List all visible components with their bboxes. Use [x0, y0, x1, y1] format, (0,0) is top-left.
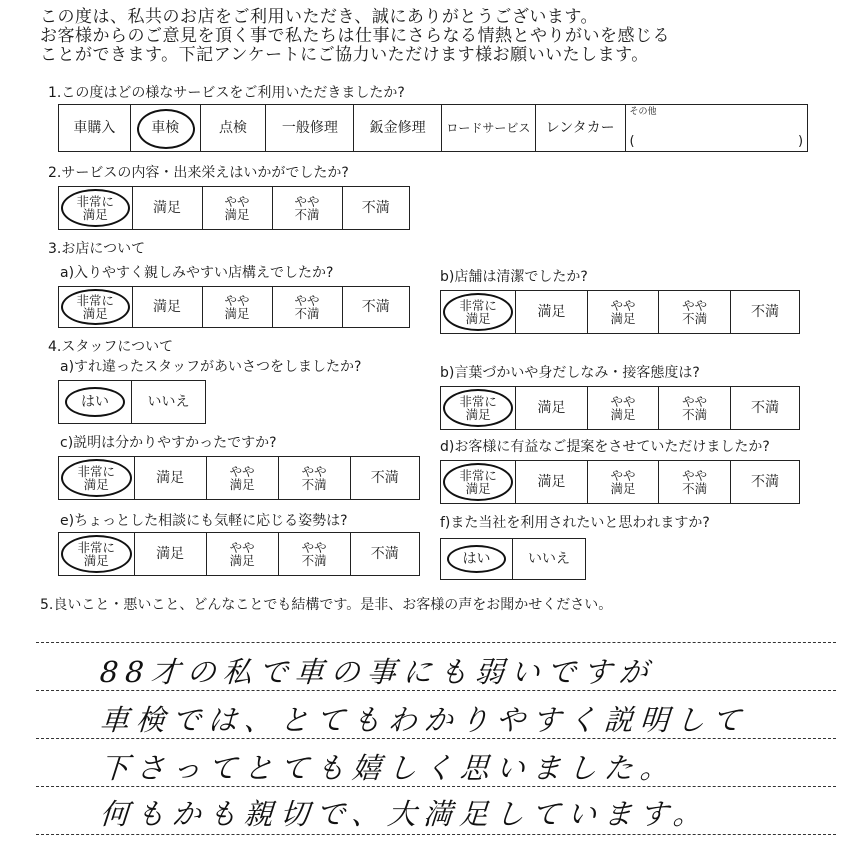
- yesno-label: いいえ: [528, 550, 570, 567]
- rating-option[interactable]: [731, 461, 799, 503]
- rating-label-line: 満足: [610, 481, 636, 496]
- rating-label-line: 満足: [224, 207, 250, 222]
- rating-label-line: 満足: [610, 311, 636, 326]
- rating-option-label: [459, 299, 497, 325]
- rating-option[interactable]: [59, 533, 135, 575]
- rating-option[interactable]: [59, 187, 133, 229]
- q4e-rating: [58, 532, 420, 576]
- rating-label-line: 非常に: [77, 464, 116, 479]
- rating-label-line: 満足: [83, 477, 109, 492]
- rating-label-line: 非常に: [77, 540, 116, 555]
- rating-label-line: 不満: [361, 298, 390, 315]
- q4d-text: d)お客様に有益なご提案をさせていただけましたか?: [440, 439, 770, 455]
- rating-label-line: 不満: [682, 311, 708, 326]
- rating-label-line: 満足: [229, 477, 255, 492]
- q1-option[interactable]: 点検: [201, 105, 267, 151]
- rating-option[interactable]: [59, 457, 135, 499]
- rating-option-label: [302, 465, 327, 491]
- rating-label-line: 不満: [294, 306, 320, 321]
- rating-option[interactable]: [659, 291, 731, 333]
- yes-option[interactable]: [441, 539, 513, 579]
- handwritten-comment-line: 下さってとても嬉しく思いました。: [98, 751, 678, 785]
- rating-label-line: 満足: [465, 311, 491, 326]
- rating-option[interactable]: [343, 187, 410, 229]
- rating-option[interactable]: [135, 533, 207, 575]
- intro-line: お客様からのご意見を頂く事で私たちは仕事にさらなる情熱とやりがいを感じる: [40, 26, 670, 46]
- q4d-rating: [440, 460, 800, 504]
- rating-option-label: [156, 547, 184, 562]
- rating-label-line: 不満: [750, 303, 779, 320]
- q3b-rating: [440, 290, 800, 334]
- rating-option[interactable]: [441, 291, 516, 333]
- rating-label-line: やや: [224, 293, 250, 308]
- rating-option[interactable]: [588, 387, 660, 429]
- q1-options: [58, 104, 808, 152]
- rating-label-line: やや: [682, 298, 708, 313]
- q1-option[interactable]: [131, 105, 201, 151]
- q4f-text: f)また当社を利用されたいと思われますか?: [440, 515, 710, 531]
- rating-label-line: 不満: [682, 481, 708, 496]
- open-paren: (: [629, 134, 635, 149]
- rating-label-line: 不満: [370, 469, 399, 486]
- rating-option[interactable]: [441, 461, 516, 503]
- handwritten-comment-line: 何もかも親切で、大満足しています。: [98, 797, 711, 831]
- rating-option[interactable]: [659, 461, 731, 503]
- rating-label-line: 満足: [229, 553, 255, 568]
- rating-label-line: 不満: [361, 199, 390, 216]
- rating-label-line: 満足: [82, 207, 108, 222]
- rating-option[interactable]: [516, 291, 588, 333]
- q4-title: 4.スタッフについて: [48, 339, 174, 355]
- rating-option[interactable]: [203, 187, 273, 229]
- rating-label-line: やや: [682, 468, 708, 483]
- yesno-label: はい: [462, 550, 491, 567]
- rating-label-line: やや: [610, 394, 636, 409]
- rating-option-label: [682, 469, 707, 495]
- q4b-rating: [440, 386, 800, 430]
- yes-option[interactable]: [59, 381, 132, 423]
- rating-option-label: [362, 300, 390, 315]
- rating-label-line: 非常に: [459, 468, 497, 483]
- q3a-rating: [58, 286, 410, 328]
- rating-option[interactable]: [659, 387, 731, 429]
- rating-label-line: やや: [229, 540, 255, 555]
- rating-option-label: [611, 469, 636, 495]
- no-option[interactable]: [513, 539, 585, 579]
- rating-label-line: 不満: [682, 407, 708, 422]
- rating-label-line: 満足: [465, 407, 491, 422]
- rating-option-label: [751, 475, 779, 490]
- rating-option[interactable]: [135, 457, 207, 499]
- q1-option[interactable]: 鈑金修理: [354, 105, 442, 151]
- yesno-label: いいえ: [147, 393, 190, 410]
- rating-option[interactable]: [273, 187, 343, 229]
- rating-option[interactable]: [279, 457, 351, 499]
- q1-title: 1.この度はどの様なサービスをご利用いただきましたか?: [48, 85, 405, 101]
- rating-option[interactable]: [441, 387, 516, 429]
- rating-label-line: 満足: [82, 306, 108, 321]
- rating-label-line: 満足: [156, 545, 185, 562]
- rating-option-label: [371, 471, 399, 486]
- rating-label-line: 満足: [537, 303, 566, 320]
- q1-option[interactable]: 車購入: [59, 105, 131, 151]
- rating-label-line: 非常に: [76, 293, 114, 308]
- rating-option-label: [682, 395, 707, 421]
- q3b-text: b)店舗は清潔でしたか?: [440, 269, 588, 285]
- intro-line: この度は、私共のお店をご利用いただき、誠にありがとうございます。: [40, 7, 598, 27]
- rating-option-label: [230, 465, 255, 491]
- rating-label-line: やや: [229, 464, 255, 479]
- rating-option[interactable]: [203, 287, 273, 327]
- rating-label-line: 満足: [537, 399, 566, 416]
- rating-label-line: 不満: [370, 545, 399, 562]
- q3a-text: a)入りやすく親しみやすい店構えでしたか?: [60, 265, 334, 281]
- rating-label-line: やや: [301, 464, 327, 479]
- q5-title: 5.良いこと・悪いこと、どんなことでも結構です。是非、お客様の声をお聞かせください。: [40, 597, 613, 613]
- rating-option[interactable]: [207, 533, 279, 575]
- rating-label-line: やや: [224, 194, 250, 209]
- rating-label-line: 満足: [465, 481, 491, 496]
- rating-option[interactable]: [731, 291, 799, 333]
- q1-option[interactable]: レンタカー: [536, 105, 626, 151]
- rating-option[interactable]: [731, 387, 799, 429]
- q1-option[interactable]: ロードサービス: [442, 105, 536, 151]
- rating-option-label: [302, 541, 327, 567]
- rating-option[interactable]: [207, 457, 279, 499]
- q1-option[interactable]: 一般修理: [266, 105, 354, 151]
- rating-option-label: [459, 395, 497, 421]
- rating-option-label: [294, 294, 319, 320]
- rating-option-label: [751, 401, 779, 416]
- rating-label-line: 満足: [153, 298, 181, 315]
- rating-option[interactable]: [133, 187, 203, 229]
- rating-option[interactable]: [351, 533, 419, 575]
- rating-option-label: [751, 305, 779, 320]
- rating-label-line: 不満: [294, 207, 320, 222]
- close-paren: ): [797, 134, 804, 149]
- rating-option[interactable]: [588, 291, 660, 333]
- rating-label-line: やや: [294, 194, 320, 209]
- rating-option-label: [224, 195, 249, 221]
- rating-option-label: [682, 299, 707, 325]
- rating-option-label: [76, 195, 114, 221]
- q4f-yesno: [440, 538, 586, 580]
- rating-label-line: 不満: [750, 399, 779, 416]
- rating-label-line: 不満: [750, 473, 779, 490]
- rating-option[interactable]: [279, 533, 351, 575]
- rating-option-label: [537, 401, 565, 416]
- q4a-text: a)すれ違ったスタッフがあいさつをしましたか?: [60, 359, 362, 375]
- rating-option-label: [537, 475, 565, 490]
- q4c-text: c)説明は分かりやすかったですか?: [60, 435, 277, 451]
- q3-title: 3.お店について: [48, 241, 146, 257]
- q4b-text: b)言葉づかいや身だしなみ・接客態度は?: [440, 365, 700, 381]
- rating-label-line: やや: [682, 394, 708, 409]
- no-option[interactable]: [132, 381, 205, 423]
- q1-other[interactable]: [626, 105, 808, 151]
- q2-rating: [58, 186, 410, 230]
- rating-label-line: 不満: [301, 477, 327, 492]
- rating-option-label: [78, 541, 116, 567]
- rating-label-line: 満足: [610, 407, 636, 422]
- rating-label-line: 非常に: [459, 394, 497, 409]
- rating-option[interactable]: [351, 457, 419, 499]
- handwritten-comment-line: 車検では、とてもわかりやすく説明して: [98, 703, 750, 737]
- rating-label-line: 満足: [224, 306, 250, 321]
- q4e-text: e)ちょっとした相談にも気軽に応じる姿勢は?: [60, 513, 348, 529]
- rating-label-line: やや: [294, 293, 320, 308]
- divider-line: [36, 834, 836, 835]
- rating-option-label: [362, 201, 390, 216]
- rating-option-label: [611, 299, 636, 325]
- rating-option[interactable]: [516, 461, 588, 503]
- handwritten-comment-line: 88才の私で車の事にも弱いですが: [98, 655, 656, 689]
- other-label: その他: [629, 107, 657, 117]
- rating-label-line: やや: [301, 540, 327, 555]
- q1-option-label: 車検: [151, 119, 180, 136]
- rating-option-label: [78, 465, 116, 491]
- rating-label-line: 満足: [153, 199, 181, 216]
- rating-option[interactable]: [588, 461, 660, 503]
- rating-label-line: 満足: [83, 553, 109, 568]
- divider-line: [36, 642, 836, 643]
- q4c-rating: [58, 456, 420, 500]
- q2-title: 2.サービスの内容・出来栄えはいかがでしたか?: [48, 165, 349, 181]
- q4a-yesno: [58, 380, 206, 424]
- rating-option-label: [537, 305, 565, 320]
- intro-text: [40, 8, 840, 65]
- rating-option[interactable]: [273, 287, 343, 327]
- intro-line: ことができます。下記アンケートにご協力いただけます様お願いいたします。: [40, 45, 649, 65]
- rating-option[interactable]: [59, 287, 133, 327]
- rating-option-label: [153, 300, 181, 315]
- rating-label-line: 非常に: [76, 194, 114, 209]
- rating-option-label: [230, 541, 255, 567]
- rating-option-label: [224, 294, 249, 320]
- rating-label-line: やや: [610, 468, 636, 483]
- rating-option-label: [156, 471, 184, 486]
- rating-option-label: [153, 201, 181, 216]
- rating-option[interactable]: [516, 387, 588, 429]
- rating-label-line: 満足: [537, 473, 566, 490]
- rating-label-line: 不満: [301, 553, 327, 568]
- rating-option-label: [459, 469, 497, 495]
- rating-label-line: 満足: [156, 469, 185, 486]
- rating-option[interactable]: [343, 287, 410, 327]
- rating-option-label: [371, 547, 399, 562]
- rating-option-label: [76, 294, 114, 320]
- rating-option-label: [611, 395, 636, 421]
- rating-label-line: 非常に: [459, 298, 497, 313]
- yesno-label: はい: [81, 393, 109, 410]
- rating-option-label: [294, 195, 319, 221]
- rating-option[interactable]: [133, 287, 203, 327]
- rating-label-line: やや: [610, 298, 636, 313]
